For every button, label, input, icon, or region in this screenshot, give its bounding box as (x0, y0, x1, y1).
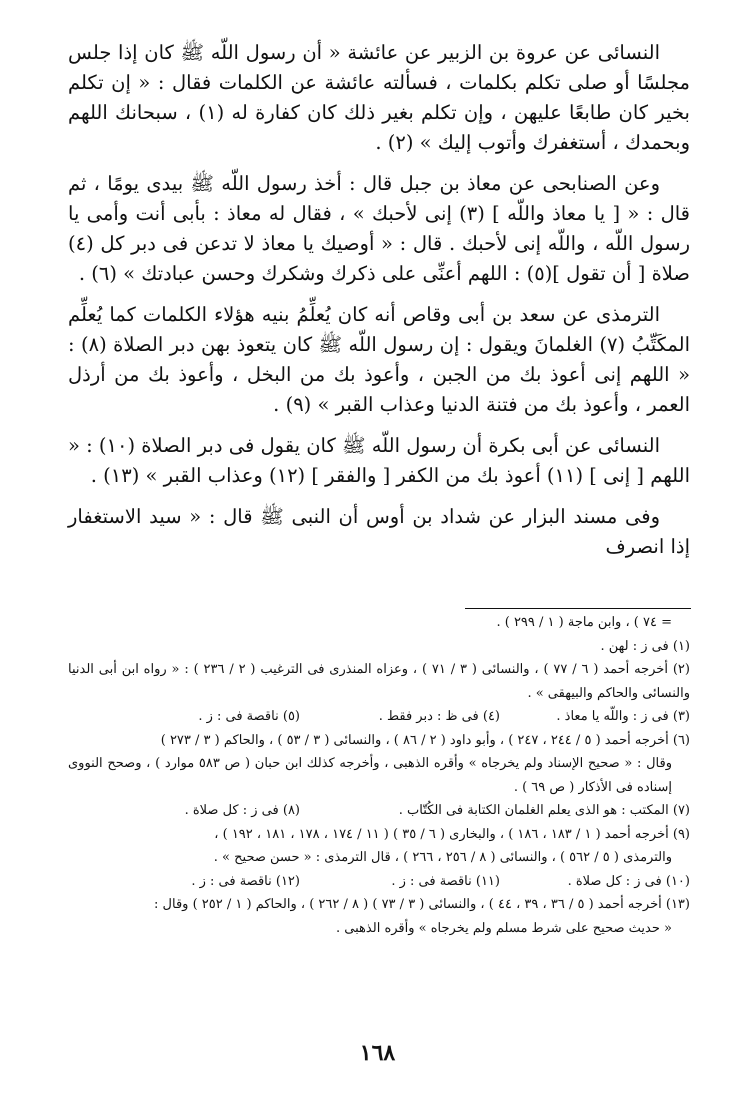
footnote-13: (١٣) أخرجه أحمد ( ٥ / ٣٦ ، ٣٩ ، ٤٤ ) ، والنسائى ( ٣ / ٧٣ ) ( ٨ / ٢٦٢ ) ، والحاكم ( ١ / ٢٥٢ ) وقال : (154, 897, 690, 912)
footnote-9-continued: والترمذى ( ٥ / ٥٦٢ ) ، والنسائى ( ٨ / ٢٥٦ ، ٢٦٦ ) ، قال الترمذى : « حسن صحيح » . (213, 850, 672, 865)
footnote-row-3-5 (68, 705, 690, 729)
footnote-9: (٩) أخرجه أحمد ( ١ / ١٨٣ ، ١٨٦ ) ، والبخارى ( ٦ / ٣٥ ) ( ١١ / ١٧٤ ، ١٧٨ ، ١٨١ ، ١٩٢ ) ، (214, 826, 690, 842)
footnotes (68, 611, 690, 940)
footnote-5: (٥) ناقصة فى : ز . (198, 709, 300, 724)
footnote-row-7-8 (68, 799, 690, 823)
footnote-3: (٣) فى ز : واللّه يا معاذ . (556, 709, 690, 724)
footnote-row-10-12 (68, 870, 690, 894)
footnote-1: (١) فى ز : لهن . (600, 638, 690, 654)
footnote-continuation: = ٧٤ ) ، وابن ماجة ( ١ / ٢٩٩ ) . (496, 615, 672, 630)
footnote-2: (٢) أخرجه أحمد ( ٦ / ٧٧ ) ، والنسائى ( ٣ / ٧١ ) ، وعزاه المنذرى فى الترغيب ( ٢ / ٢٣٦ ) : « رواه ابن أبى الدنيا والنسائى والحاكم والبيهقى » . (68, 662, 690, 701)
footnote-6-continued: وقال : « صحيح الإسناد ولم يخرجاه » وأقره الذهبى ، وأخرجه كذلك ابن حبان ( ص ٥٨٣ موارد ) ، وصحح النووى إسناده فى الأذكار ( ص ٦٩ ) . (68, 756, 672, 795)
footnote-6: (٦) أخرجه أحمد ( ٥ / ٢٤٤ ، ٢٤٧ ) ، وأبو داود ( ٢ / ٨٦ ) ، والنسائى ( ٣ / ٥٣ ) ، والحاكم ( ٣ / ٢٧٣ ) (160, 732, 690, 748)
page-number: ١٦٨ (359, 1040, 396, 1066)
footnote-separator (465, 608, 691, 609)
footnote-11: (١١) ناقصة فى : ز . (391, 873, 500, 889)
paragraph-4: النسائى عن أبى بكرة أن رسول اللّه ﷺ كان يقول فى دبر الصلاة (١٠) : « اللهم [ إنى ] (١١) أعوذ بك من الكفر [ والفقر ] (١٢) وعذاب القبر » (١٣) . (68, 434, 690, 487)
paragraph-5: وفى مسند البزار عن شداد بن أوس أن النبى ﷺ قال : « سيد الاستغفار إذا انصرف (68, 505, 690, 558)
paragraph-2: وعن الصنابحى عن معاذ بن جبل قال : أخذ رسول اللّه ﷺ بيدى يومًا ، ثم قال : « [ يا معاذ واللّه ] (٣) إنى لأحبك » ، فقال له معاذ : بأبى أنت وأمى يا رسول اللّه ، واللّه إنى لأحبك . قال : « أوصيك يا معاذ لا تدعن فى دبر كل (٤) صلاة [ أن تقول ](٥) : اللهم أعنِّى على ذكرك وشكرك وحسن عبادتك » (٦) . (68, 172, 690, 285)
paragraph-3: الترمذى عن سعد بن أبى وقاص أنه كان يُعلِّمُ بنيه هؤلاء الكلمات كما يُعلِّم المكَتِّبُ (٧) الغلمانَ ويقول : إن رسول اللّه ﷺ كان يتعوذ بهن دبر الصلاة (٨) : « اللهم إنى أعوذ بك من الجبن ، وأعوذ بك من البخل ، وأعوذ بك من أرذل العمر ، وأعوذ بك من فتنة الدنيا وعذاب القبر » (٩) . (68, 303, 690, 416)
footnote-8: (٨) فى ز : كل صلاة . (184, 803, 300, 818)
footnote-10: (١٠) فى ز : كل صلاة . (567, 873, 690, 889)
footnote-4: (٤) فى ظ : دبر فقط . (378, 709, 500, 724)
footnote-12: (١٢) ناقصة فى : ز . (191, 873, 300, 889)
footnote-13-continued: « حديث صحيح على شرط مسلم ولم يخرجاه » وأقره الذهبى . (336, 920, 672, 936)
paragraph-1: النسائى عن عروة بن الزبير عن عائشة « أن رسول اللّه ﷺ كان إذا جلس مجلسًا أو صلى تكلم بكلمات ، فسألته عائشة عن الكلمات فقال : « إن تكلم بخير كان طابعًا عليهن ، وإن تكلم بغير ذلك كان كفارة له (١) ، سبحانك اللهم وبحمدك ، أستغفرك وأتوب إليك » (٢) . (68, 41, 690, 154)
footnote-7: (٧) المكتب : هو الذى يعلم الغلمان الكتابة فى الكُتّاب . (398, 803, 690, 818)
main-text (68, 38, 690, 573)
